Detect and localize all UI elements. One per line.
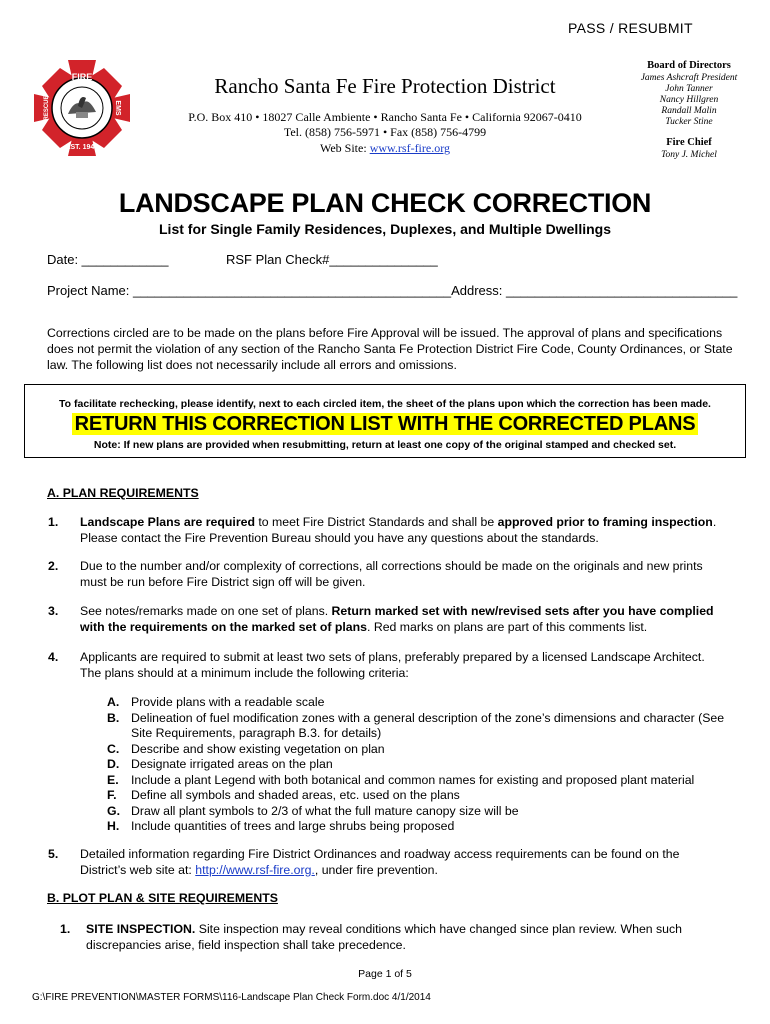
- list-item: [107, 819, 737, 835]
- list-letter: D.: [107, 757, 120, 771]
- board-member: Randall Malin: [661, 106, 717, 116]
- item-number: 1.: [60, 922, 71, 936]
- list-item: [107, 742, 737, 758]
- list-letter: A.: [107, 695, 120, 709]
- item-number: 1.: [48, 515, 59, 529]
- seal-bottom-text: EST. 1946: [65, 144, 99, 151]
- item-text: Due to the number and/or complexity of corrections, all corrections should be made on the originals and new prints must be run before Fire District sign off will be given.: [80, 559, 703, 589]
- section-a-item-5: [48, 847, 728, 878]
- seal-right-text: EMS: [114, 100, 121, 116]
- board-of-directors: [614, 60, 764, 161]
- item-bold-text: SITE INSPECTION.: [86, 922, 196, 936]
- section-a-item-4: [48, 650, 728, 681]
- notice-headline: [24, 413, 746, 436]
- list-text: Include quantities of trees and large shrubs being proposed: [131, 819, 455, 833]
- item-text: . Please contact the Fire Prevention Bureau should you have any questions about the standards.: [80, 515, 717, 545]
- section-a-item-3: [48, 604, 728, 635]
- board-member: Nancy Hillgren: [659, 95, 719, 105]
- board-member: John Tanner: [665, 84, 713, 94]
- fire-chief-heading: Fire Chief: [666, 137, 712, 148]
- list-text: Include a plant Legend with both botanical and common names for existing and proposed plant material: [131, 772, 695, 787]
- board-member: Tucker Stine: [665, 117, 713, 127]
- list-item: [107, 804, 737, 820]
- seal-left-text: RESCUE: [44, 95, 50, 121]
- notice-instruction: To facilitate rechecking, please identify, next to each circled item, the sheet of the plans upon which the correction has been made.: [59, 398, 711, 410]
- criteria-list: [107, 695, 737, 835]
- district-address: P.O. Box 410 • 18027 Calle Ambiente • Rancho Santa Fe • California 92067-0410: [188, 110, 582, 124]
- list-item: [107, 757, 737, 773]
- section-a-heading: A. PLAN REQUIREMENTS: [47, 486, 199, 500]
- section-a-item-1: [48, 515, 728, 546]
- item-number: 5.: [48, 847, 59, 861]
- item-text: Site inspection may reveal conditions which have changed since plan review. When such discrepancies arise, field inspection shall take precedence.: [86, 922, 683, 952]
- item-number: 4.: [48, 650, 59, 664]
- item-bold-text: Return marked set with new/revised sets after you have complied with the requirements on the marked set of plans: [80, 604, 714, 634]
- item-text: . Red marks on plans are part of this comments list.: [366, 619, 648, 634]
- project-name-address-field[interactable]: Project Name: ____________________________________________Address: ________________________________: [47, 283, 738, 298]
- notice-note: Note: If new plans are provided when resubmitting, return at least one copy of the original stamped and checked set.: [93, 439, 677, 451]
- notice-headline-text: RETURN THIS CORRECTION LIST WITH THE CORRECTED PLANS: [72, 413, 699, 435]
- item-number: 2.: [48, 559, 59, 573]
- section-b-heading: B. PLOT PLAN & SITE REQUIREMENTS: [47, 891, 278, 905]
- list-text: Define all symbols and shaded areas, etc. used on the plans: [131, 788, 460, 802]
- fire-chief-name: Tony J. Michel: [661, 150, 717, 160]
- board-heading: Board of Directors: [647, 60, 731, 71]
- list-letter: B.: [107, 710, 120, 725]
- item-text: Applicants are required to submit at least two sets of plans, preferably prepared by a licensed Landscape Architect. The plans should at a minimum include the following criteria:: [80, 650, 705, 680]
- website-label: Web Site:: [319, 141, 370, 155]
- pass-resubmit-label: PASS / RESUBMIT: [568, 20, 693, 36]
- district-website-link[interactable]: http://www.rsf-fire.org.: [195, 862, 315, 877]
- item-text: Detailed information regarding Fire District Ordinances and roadway access requirements can be found on the District’s web site at:: [80, 847, 680, 877]
- date-field[interactable]: Date: ____________: [47, 252, 169, 267]
- district-phone-fax: Tel. (858) 756-5971 • Fax (858) 756-4799: [283, 125, 487, 139]
- list-item: [107, 788, 737, 804]
- board-member: James Ashcraft President: [640, 73, 738, 83]
- intro-paragraph: Corrections circled are to be made on the plans before Fire Approval will be issued. The approval of plans and specifications does not permit the violation of any section of the Rancho Santa Fe Protection District Fire Code, County Ordinances, or State law. The following list does not necessarily include all errors and omissions.: [47, 326, 733, 372]
- list-letter: H.: [107, 819, 120, 833]
- list-text: Draw all plant symbols to 2/3 of what the full mature canopy size will be: [131, 803, 519, 818]
- list-text: Delineation of fuel modification zones with a general description of the zone’s dimensions and character (See Site Requirements, paragraph B.3. for details): [131, 710, 725, 740]
- plan-check-number-field[interactable]: RSF Plan Check#_______________: [226, 252, 438, 267]
- page-number: Page 1 of 5: [358, 968, 412, 980]
- list-item: [107, 711, 737, 742]
- item-text: See notes/remarks made on one set of plans.: [80, 604, 332, 618]
- list-text: Describe and show existing vegetation on plan: [131, 741, 385, 756]
- list-item: [107, 695, 737, 711]
- item-bold-text: approved prior to framing inspection: [497, 515, 713, 529]
- item-number: 3.: [48, 604, 59, 618]
- list-letter: F.: [107, 788, 117, 802]
- item-text: , under fire prevention.: [314, 862, 438, 877]
- list-text: Designate irrigated areas on the plan: [131, 757, 333, 771]
- seal-top-text: FIRE: [71, 72, 93, 82]
- page-subtitle: List for Single Family Residences, Duplexes, and Multiple Dwellings: [159, 221, 611, 237]
- item-bold-text: Landscape Plans are required: [80, 515, 255, 529]
- list-item: [107, 773, 737, 789]
- website-link[interactable]: www.rsf-fire.org: [369, 141, 450, 155]
- list-letter: C.: [107, 741, 120, 756]
- document-path: G:\FIRE PREVENTION\MASTER FORMS\116-Landscape Plan Check Form.doc 4/1/2014: [32, 992, 431, 1003]
- list-letter: E.: [107, 772, 119, 787]
- district-name: Rancho Santa Fe Fire Protection District: [214, 74, 556, 98]
- item-text: to meet Fire District Standards and shall be: [254, 515, 498, 529]
- page-title: LANDSCAPE PLAN CHECK CORRECTION: [118, 188, 652, 218]
- section-a-item-2: [48, 559, 728, 590]
- list-letter: G.: [107, 803, 120, 818]
- section-b-item-1: [60, 922, 730, 953]
- list-text: Provide plans with a readable scale: [131, 695, 325, 709]
